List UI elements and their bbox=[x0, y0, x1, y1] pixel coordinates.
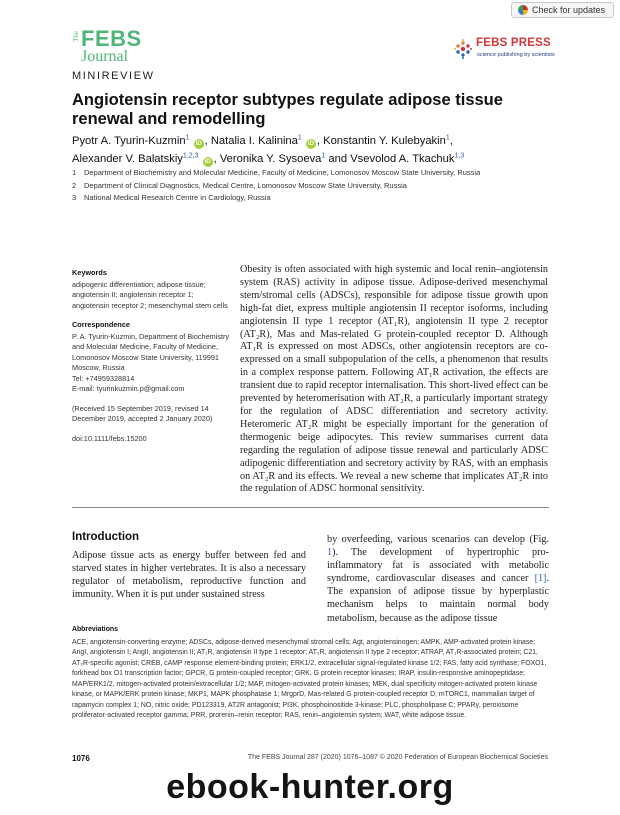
author-affiliation-sup[interactable]: 1 bbox=[297, 134, 302, 141]
affiliation-item bbox=[72, 180, 552, 193]
keywords-block bbox=[72, 268, 232, 311]
page-number: 1076 bbox=[72, 754, 90, 763]
author-name: Vsevolod A. Tkachuk bbox=[350, 153, 455, 166]
affiliation-item bbox=[72, 167, 552, 180]
abbreviations-text: ACE, angiotensin-converting enzyme; ADSCs, adipose-derived mesenchymal stromal cells; Agt, angiotensinogen; AMPK, AMP-activated protein kinase; AngI, angiotensin I; AngII, angiotensin II; AT₁R, angiotensin II type 1 receptor; AT₂R, angiotensin II type 2 receptor; ATRAP, AT₁R-associated protein; C21, AT₂R-specific agonist; CREB, cAMP response element-binding protein; ERK1/2, extracellular signal-regulated kinase 1/2; FAS, fatty acid synthase; FOXO1, forkhead box O1 transcription factor; GPCR, G protein-coupled receptor; GRK, G protein receptor kinases; IRAP, insulin-responsive aminopeptidase; MAP/ERK1/2, mitogen-activated protein/extracellular 1/2; MAP, mitogen-activated protein kinases; MEK, dual specificity mitogen-activated protein kinase kinase, or MAPK/ERK protein kinase; MKP1, MAPK phosphatase 1; MrgprD, Mas-related G protein-coupled receptor D; mTORC1, mammalian target of rapamycin complex 1; NO, nitric oxide; PD123319, AT2R antagonist; PI3K, phosphoinositide 3-kinase; PLC, phospholipase C; PPARγ, peroxisome proliferator-activated receptor gamma; PRR, prorenin–renin receptor; RAS, renin–angiotensin system; WAT, white adipose tissue. bbox=[72, 638, 547, 719]
author-affiliation-sup[interactable]: 1,2,3 bbox=[182, 152, 199, 160]
author bbox=[350, 153, 464, 165]
check-for-updates-label: Check for updates bbox=[531, 5, 605, 15]
affiliation-text: National Medical Research Centre in Cardiology, Russia bbox=[84, 193, 271, 202]
intro-right-text-c: . The expansion of adipose tissue by hyperplastic mechanism helps to maintain normal body metabolism, because as the adipose tissue bbox=[327, 573, 549, 624]
received-dates: (Received 15 September 2019, revised 14 December 2019, accepted 2 January 2020) bbox=[72, 403, 213, 423]
affiliation-text: Department of Clinical Diagnostics, Medical Centre, Lomonosov Moscow State University, Russia bbox=[84, 180, 407, 190]
journal-logo bbox=[72, 28, 142, 68]
abbreviations-block bbox=[72, 625, 552, 722]
author-name: Natalia I. Kalinina bbox=[210, 134, 298, 147]
author-name: Konstantin Y. Kulebyakin bbox=[323, 134, 446, 147]
author-name: Alexander V. Balatskiy bbox=[72, 153, 183, 166]
introduction-left-column: Adipose tissue acts as energy buffer between fed and starved states in higher vertebrates. It is also a necessary regulator of metabolism, reproductive function and immunity. When it is put under sustained stress bbox=[72, 550, 306, 601]
author-affiliation-sup[interactable]: 1 bbox=[445, 134, 450, 141]
affiliation-text: Department of Biochemistry and Molecular Medicine, Faculty of Medicine, Lomonosov Moscow State University, Russia bbox=[84, 168, 481, 177]
keywords-heading: Keywords bbox=[72, 268, 107, 277]
article-info-sidebar bbox=[72, 268, 232, 453]
author bbox=[72, 135, 208, 147]
doi-link[interactable]: doi:10.1111/febs.15200 bbox=[72, 433, 147, 443]
introduction-right-column bbox=[327, 533, 549, 625]
author-separator: , bbox=[213, 153, 217, 166]
correspondence-address: P. A. Tyurin-Kuzmin, Department of Biochemistry and Molecular Medicine, Faculty of Medicine, Lomonosov Moscow State University, 119991 Moscow, Russia bbox=[72, 331, 230, 372]
author-affiliation-sup[interactable]: 1 bbox=[185, 134, 190, 141]
author-name: Veronika Y. Sysoeva bbox=[219, 153, 322, 166]
journal-logo-the: The bbox=[72, 31, 80, 42]
orcid-icon[interactable]: iD bbox=[195, 140, 202, 147]
publisher-name: FEBS PRESS bbox=[476, 37, 551, 49]
check-for-updates-button[interactable] bbox=[511, 2, 614, 18]
reference-1-link[interactable]: [1] bbox=[534, 573, 547, 585]
abbreviations-heading: Abbreviations bbox=[72, 626, 118, 633]
introduction-heading: Introduction bbox=[72, 531, 140, 543]
author bbox=[323, 135, 453, 147]
history-block bbox=[72, 404, 232, 425]
journal-logo-febs: FEBS bbox=[81, 26, 142, 51]
author-separator: , bbox=[449, 134, 453, 147]
affiliation-number: 3 bbox=[72, 193, 77, 202]
affiliation-number: 2 bbox=[72, 180, 77, 190]
author-affiliation-sup[interactable]: 1,3 bbox=[454, 152, 465, 160]
author-name: Pyotr A. Tyurin-Kuzmin bbox=[72, 134, 186, 147]
author bbox=[211, 135, 320, 147]
correspondence-block bbox=[72, 320, 232, 395]
section-divider bbox=[72, 507, 549, 508]
section-label: MINIREVIEW bbox=[72, 70, 155, 82]
publisher-tagline: science publishing by scientists bbox=[477, 52, 555, 58]
affiliation-number: 1 bbox=[72, 168, 77, 177]
article-title: Angiotensin receptor subtypes regulate adipose tissue renewal and remodelling bbox=[72, 91, 503, 128]
update-icon bbox=[518, 5, 528, 15]
author-separator: and bbox=[325, 153, 348, 166]
febs-press-dots-icon bbox=[452, 38, 474, 60]
author-list bbox=[72, 130, 552, 167]
correspondence-email[interactable]: E-mail: tyurinkuzmin.p@gmail.com bbox=[72, 384, 185, 393]
affiliation-list bbox=[72, 167, 552, 205]
author bbox=[220, 153, 347, 165]
abstract-text: Obesity is often associated with high systemic and local renin–angiotensin system (RAS) activity in adipose tissue. Adipose-derived mesenchymal stem/stromal cells (ADSCs), responsible for adipose tissue growth upon high-fat diet, express multiple angiotensin II receptor isoforms, including angiotensin II type 1 receptor (AT₁R), angiotensin II type 2 receptor (AT₂R), Mas and Mas-related G protein-coupled receptor D. Although AT₁R is expressed on most ADSCs, other angiotensin receptors are co-expressed on a small subpopulation of the cells, a phenomenon that results in a complex response pattern. Following AT₁R activation, the effects are transient due to rapid receptor internalisation. This short-lived effect can be prevented by heteromerisation with AT₂R, a particularly important strategy for the regulation of ADSC differentiation and secretory activity. Heteromeric AT₂R might be especially important for the generation of thermogenic beige adipocytes. This review summarises current data regarding the regulation of adipose tissue renewal and particularly ADSC adipogenic differentiation and secretory activity by RAS, with an emphasis on AT₂R and its effects. We reveal a new scheme that implicates AT₂R into the regulation of ADSC hormonal sensitivity. bbox=[240, 264, 548, 495]
author-affiliation-sup[interactable]: 1 bbox=[321, 152, 326, 160]
orcid-icon[interactable]: iD bbox=[307, 140, 314, 147]
author bbox=[72, 153, 217, 165]
orcid-icon[interactable]: iD bbox=[204, 159, 211, 166]
intro-right-text-a: by overfeeding, various scenarios can develop (Fig. bbox=[327, 534, 549, 545]
author-separator: , bbox=[316, 134, 321, 147]
affiliation-item bbox=[72, 192, 552, 205]
watermark: ebook-hunter.org bbox=[166, 768, 454, 806]
correspondence-phone: Tel: +74959328814 bbox=[72, 373, 135, 383]
figure-1-link[interactable]: 1 bbox=[327, 547, 333, 559]
publisher-logo bbox=[452, 35, 558, 65]
author-separator: , bbox=[204, 134, 208, 147]
keywords-text: adipogenic differentiation; adipose tissue; angiotensin II; angiotensin receptor 1; angiotensin receptor 2; mesenchymal stem cells bbox=[72, 279, 228, 310]
journal-logo-journal: Journal bbox=[81, 48, 129, 65]
correspondence-heading: Correspondence bbox=[72, 320, 130, 329]
doi-block bbox=[72, 434, 232, 445]
footer-citation: The FEBS Journal 287 (2020) 1076–1087 © 2020 Federation of European Biochemical Societies bbox=[247, 754, 548, 761]
intro-right-text-b: ). The development of hypertrophic pro-inflammatory fat is associated with metabolic syndrome, cardiovascular diseases and cancer bbox=[327, 547, 549, 585]
